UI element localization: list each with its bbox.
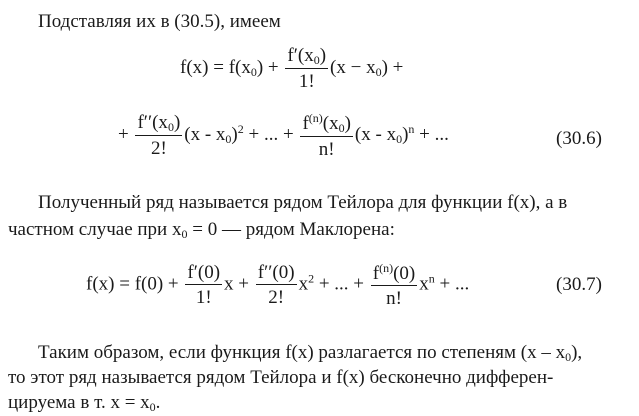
frac-den: n! [318, 139, 335, 160]
fraction-first-derivative-zero [185, 263, 222, 307]
equation-number-30-7: (30.7) [556, 274, 602, 295]
frac-num-sub: 0 [338, 121, 345, 135]
paragraph-text: то этот ряд называется рядом Тейлора и f(x) бесконечно дифферен- [8, 367, 554, 388]
fraction-nth-derivative-zero [371, 262, 417, 308]
paragraph-conclusion-line-3 [8, 393, 160, 413]
paragraph-conclusion-line-1 [38, 343, 582, 363]
fraction-first-derivative [285, 46, 328, 91]
frac-num-tail: ) [344, 113, 351, 134]
frac-num-tail: (0) [393, 263, 416, 284]
eq-term-end: ) + [381, 56, 404, 78]
eq-sup: 2 [237, 121, 244, 136]
paragraph-text: частном случае при x [8, 219, 182, 240]
frac-num-tail: ) [173, 112, 181, 133]
frac-num-sup: (n) [308, 111, 323, 125]
fraction-nth-derivative [300, 112, 352, 159]
paragraph-taylor-line-2 [8, 220, 395, 240]
equation-number-30-6: (30.6) [556, 128, 602, 149]
paragraph-conclusion-line-2 [8, 368, 553, 387]
paragraph-text: = 0 — рядом Маклорена: [187, 219, 395, 240]
paragraph-text: . [155, 392, 161, 413]
eq-sub: 0 [375, 64, 382, 79]
frac-num-mid: (x [322, 113, 339, 134]
eq-end: + ... [439, 273, 470, 295]
eq-sup: 2 [308, 271, 315, 286]
paragraph-intro [38, 12, 281, 31]
frac-num-tail: ) [319, 45, 327, 66]
paragraph-text: Таким образом, если функция f(x) разлагается по степеням (x – x [38, 342, 566, 363]
frac-num: f [302, 113, 309, 134]
eq-term: (x − x [330, 56, 376, 78]
eq-sub: 0 [250, 64, 257, 79]
frac-num: f′(0) [187, 262, 221, 283]
equation-30-6-line-2 [118, 112, 449, 159]
eq-term-end: ) [402, 123, 409, 145]
fraction-second-derivative [135, 113, 182, 158]
frac-num-sub: 0 [167, 120, 174, 134]
paragraph-text: Полученный ряд называется рядом Тейлора для функции f(x), а в [38, 192, 568, 213]
eq-term: x [419, 273, 429, 295]
frac-den: 1! [195, 287, 212, 308]
frac-num: f′(x [287, 45, 314, 66]
eq-sub: 0 [396, 131, 403, 146]
eq-dots: + ... + [318, 273, 364, 295]
equation-30-6-line-1 [180, 46, 403, 91]
fraction-second-derivative-zero [256, 263, 297, 307]
eq-sup: n [428, 271, 435, 286]
paragraph-text: ), [571, 342, 583, 363]
equation-30-7 [86, 262, 469, 308]
frac-den: 1! [298, 71, 315, 92]
frac-num-sup: (n) [379, 261, 394, 275]
frac-den: n! [386, 288, 402, 309]
frac-num: f [372, 263, 380, 284]
paragraph-sub: 0 [181, 227, 188, 241]
frac-den: 2! [268, 287, 285, 308]
eq-term-end: ) [231, 123, 238, 145]
eq-plus: + [118, 123, 129, 145]
paragraph-intro-text: Подставляя их в (30.5), имеем [38, 11, 281, 32]
frac-num-sub: 0 [313, 53, 320, 67]
eq-lhs: f(x) = f(x [180, 56, 251, 78]
frac-num: f′′(0) [257, 262, 295, 283]
eq-term: x [298, 273, 309, 295]
eq-term: (x - x [184, 123, 226, 145]
eq-term: (x - x [354, 123, 397, 145]
eq-end: + ... [419, 123, 449, 145]
paragraph-sub: 0 [565, 350, 572, 364]
frac-den: 2! [150, 138, 167, 159]
frac-num: f′′(x [137, 112, 168, 133]
eq-dots: + ... + [248, 123, 294, 145]
eq-sup: n [408, 121, 415, 136]
paragraph-taylor-line-1 [38, 193, 567, 212]
eq-lhs: f(x) = f(0) + [86, 273, 179, 295]
eq-term: x + [224, 273, 250, 295]
eq-sub: 0 [225, 131, 232, 146]
paragraph-text: цируема в т. x = x [8, 392, 150, 413]
paragraph-sub: 0 [149, 400, 156, 414]
eq-text: ) + [256, 56, 279, 78]
